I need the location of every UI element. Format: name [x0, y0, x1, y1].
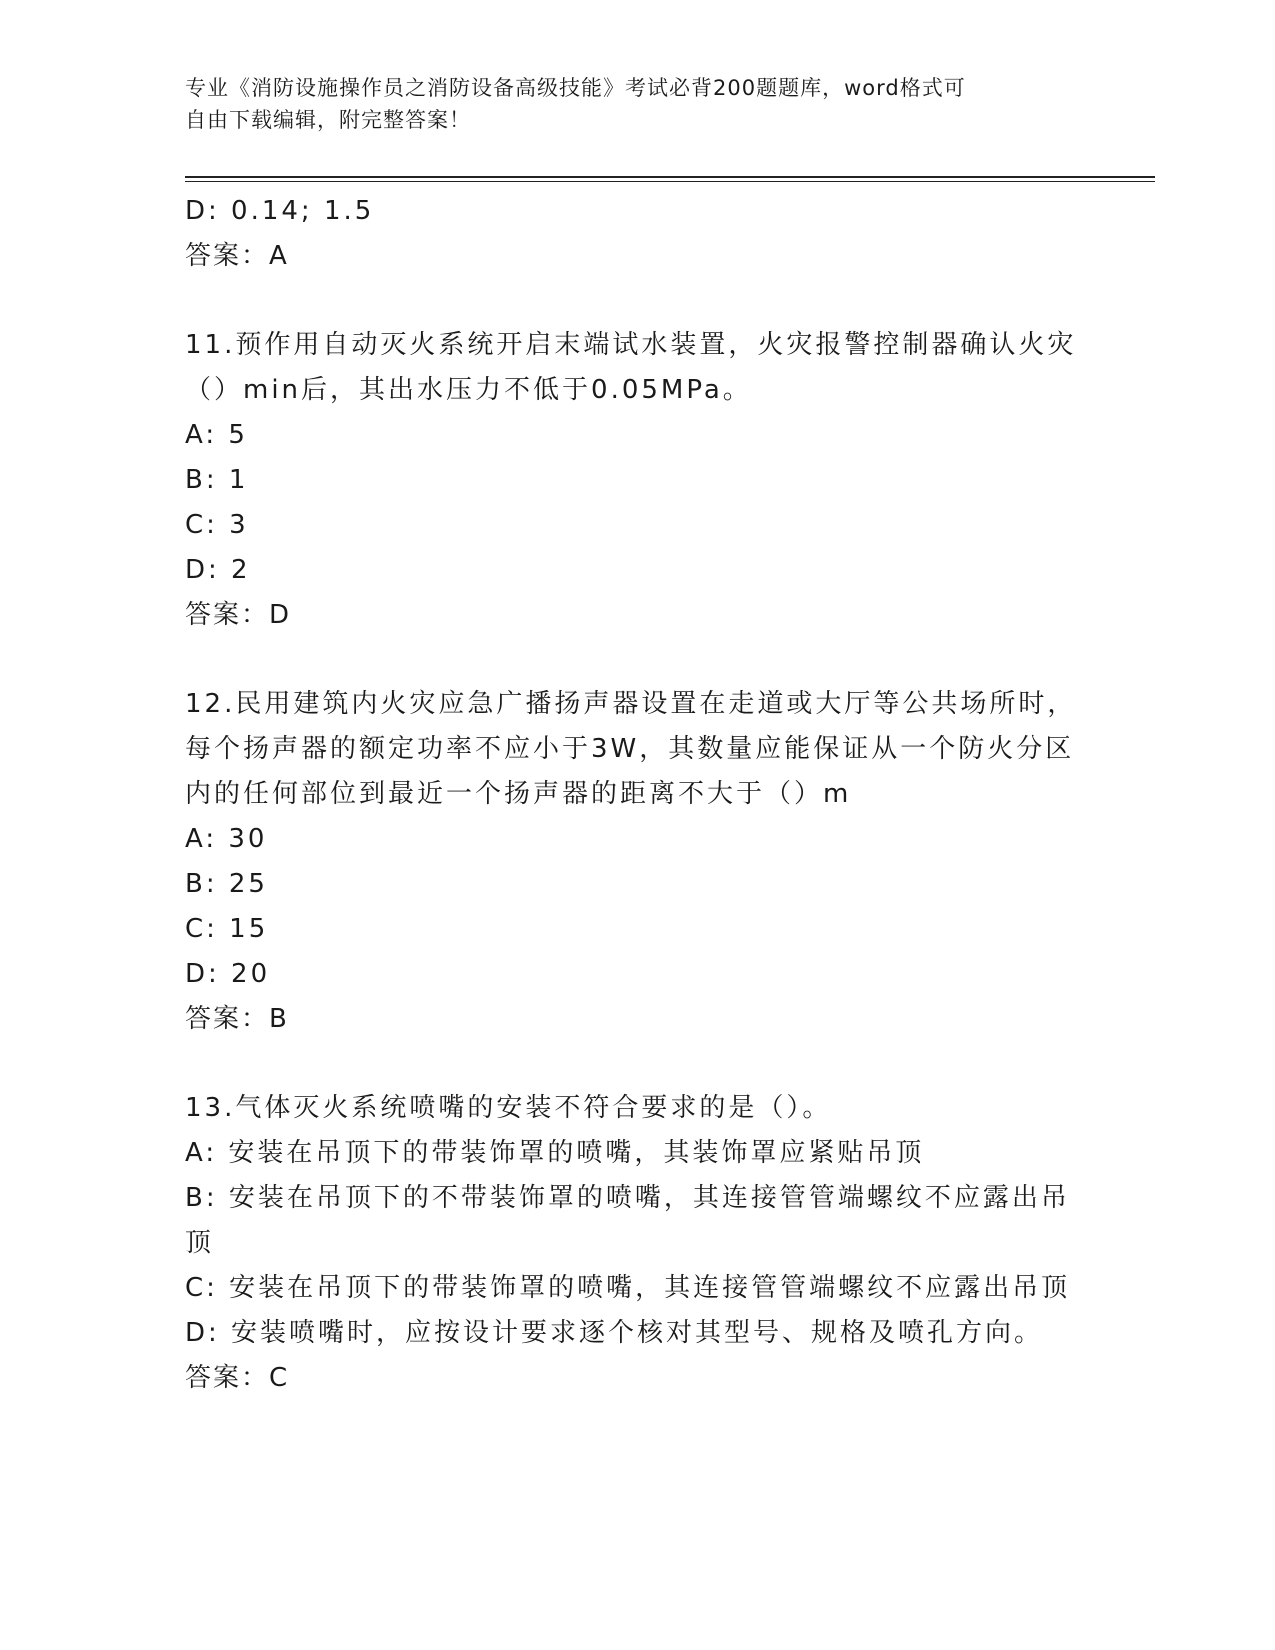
option-d: D: 安装喷嘴时，应按设计要求逐个核对其型号、规格及喷孔方向。: [185, 1318, 1044, 1348]
question-stem: 11.预作用自动灭火系统开启末端试水装置，火灾报警控制器确认火灾: [185, 330, 1077, 360]
page-content: [185, 189, 1085, 1401]
option-b: B: 1: [185, 465, 249, 495]
answer-line: 答案：B: [185, 1004, 289, 1034]
question-stem: （）min后，其出水压力不低于0.05MPa。: [185, 375, 752, 405]
option-c: C: 3: [185, 510, 249, 540]
option-c: C: 安装在吊顶下的带装饰罩的喷嘴，其连接管管端螺纹不应露出吊顶: [185, 1273, 1071, 1303]
question-stem: 12.民用建筑内火灾应急广播扬声器设置在走道或大厅等公共场所时，: [185, 689, 1077, 719]
question-stem: 13.气体灭火系统喷嘴的安装不符合要求的是（）。: [185, 1093, 832, 1123]
prev-question: [185, 189, 1085, 279]
spacer: [185, 638, 1085, 682]
option-a: A: 30: [185, 824, 268, 854]
page-header: [185, 72, 1065, 136]
answer-line: 答案：C: [185, 1363, 290, 1393]
option-d: D: 20: [185, 959, 271, 989]
question-11: [185, 323, 1085, 638]
header-title-line-1: 专业《消防设施操作员之消防设备高级技能》考试必背200题题库，word格式可: [185, 76, 966, 100]
answer-line: 答案：A: [185, 241, 289, 271]
option-a: A: 安装在吊顶下的带装饰罩的喷嘴，其装饰罩应紧贴吊顶: [185, 1138, 925, 1168]
option-b: B: 安装在吊顶下的不带装饰罩的喷嘴，其连接管管端螺纹不应露出吊: [185, 1183, 1070, 1213]
header-title-line-2: 自由下载编辑，附完整答案！: [185, 108, 471, 132]
option-c: C: 15: [185, 914, 269, 944]
spacer: [185, 279, 1085, 323]
option-b-continued: 顶: [185, 1228, 215, 1258]
option-b: B: 25: [185, 869, 268, 899]
header-divider: [185, 176, 1155, 178]
question-stem: 每个扬声器的额定功率不应小于3W，其数量应能保证从一个防火分区: [185, 734, 1075, 764]
spacer: [185, 1042, 1085, 1086]
question-stem: 内的任何部位到最近一个扬声器的距离不大于（）m: [185, 779, 852, 809]
option-a: A: 5: [185, 420, 248, 450]
header-divider-thin: [185, 181, 1155, 182]
question-13: [185, 1086, 1085, 1401]
question-12: [185, 682, 1085, 1042]
option-d: D: 0.14; 1.5: [185, 196, 375, 226]
option-d: D: 2: [185, 555, 251, 585]
answer-line: 答案：D: [185, 600, 292, 630]
